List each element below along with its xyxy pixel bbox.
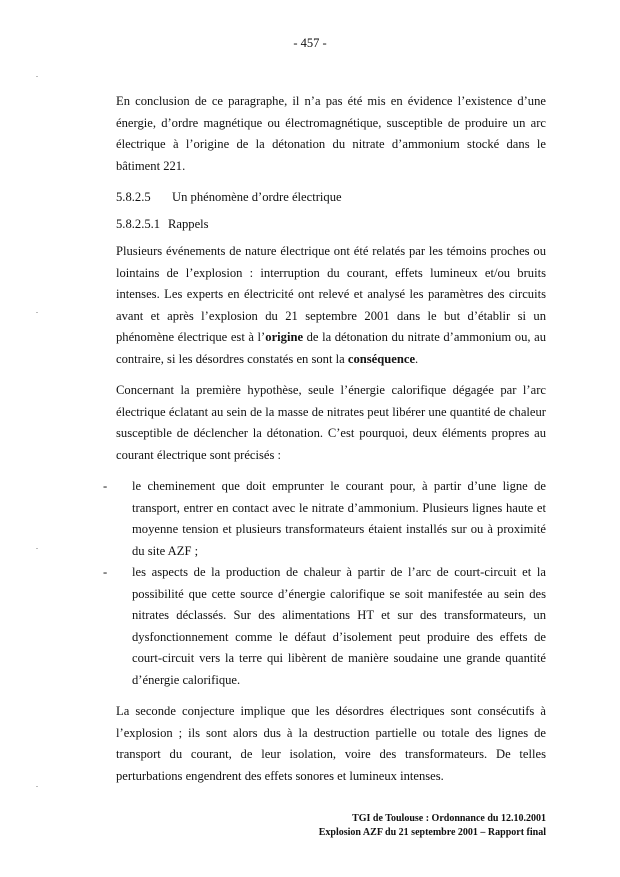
- conclusion-paragraph: En conclusion de ce paragraphe, il n’a pas été mis en évidence l’existence d’une énergie, d’ordre magnétique ou électromagnétique, susceptible de produire un arc électrique à l’origine de la détonation du nitrate d’ammonium stocké dans le bâtiment 221.: [116, 94, 546, 173]
- list-item-text: le cheminement que doit emprunter le courant pour, à partir d’une ligne de transport, entrer en contact avec le nitrate d’ammonium. Plusieurs lignes haute et moyenne tension et plusieurs transformateurs étaient installés sur ou à proximité du site AZF ;: [132, 479, 546, 558]
- section-heading: [116, 187, 546, 209]
- subsection-title: Rappels: [168, 216, 209, 231]
- footer-line-1: TGI de Toulouse : Ordonnance du 12.10.2001: [352, 813, 546, 824]
- events-paragraph: [116, 241, 546, 370]
- list-item-text: les aspects de la production de chaleur à partir de l’arc de court-circuit et la possibilité que cette source d’énergie calorifique se soit manifestée au sein des nitrates déclassés. Sur des alimentations HT et sur des transformateurs, un dysfonctionnement comme le défaut d’isolement peut produire des effets de court-circuit vers la terre qui libèrent de manière soudaine une grande quantité d’énergie calorifique.: [132, 565, 546, 687]
- body-text: [103, 91, 547, 787]
- events-text-part2: de la détonation du nitrate d’ammonium ou, au contraire, si les désordres constatés en sont la: [116, 330, 547, 366]
- hypothesis-paragraph: Concernant la première hypothèse, seule l’énergie calorifique dégagée par l’arc électrique éclatant au sein de la masse de nitrates peut libérer une quantité de chaleur susceptible de déclencher la détonation. C’est pourquoi, deux éléments propres au courant électrique sont précisés :: [116, 383, 546, 462]
- emphasis-origine: origine: [265, 330, 304, 344]
- events-text-part1: Plusieurs événements de nature électrique ont été relatés par les témoins proches ou lointains de l’explosion : interruption du courant, effets lumineux et/ou bruits intenses. Les experts en électricité ont relevé et analysé les paramètres des circuits avant et après l’explosion du 21 septembre 2001 dans le but d’établir si un phénomène électrique est à l’: [116, 244, 546, 344]
- events-text-part3: .: [415, 351, 419, 366]
- subsection-number: 5.8.2.5.1: [116, 216, 161, 231]
- margin-mark: [36, 76, 38, 77]
- margin-mark: [36, 786, 38, 787]
- footer-line-2: Explosion AZF du 21 septembre 2001 – Rapport final: [318, 827, 546, 838]
- emphasis-consequence: conséquence: [347, 351, 416, 366]
- section-title: Un phénomène d’ordre électrique: [172, 190, 342, 204]
- page-footer: [319, 812, 546, 840]
- list-item: [103, 562, 546, 691]
- conjecture-paragraph: La seconde conjecture implique que les désordres électriques sont consécutifs à l’explosion ; ils sont alors dus à la destruction partielle ou totale des lignes de transport du courant, de leur isolation, voire des transformateurs. De telles perturbations engendrent des effets sonores et lumineux intenses.: [116, 704, 546, 783]
- margin-mark: [36, 312, 38, 313]
- subsection-heading: [116, 214, 546, 236]
- bullet-dash: -: [103, 479, 108, 493]
- bullet-dash: -: [103, 565, 108, 579]
- margin-mark: [36, 548, 38, 549]
- page-number: - 457 -: [293, 36, 327, 50]
- list-item: [103, 476, 546, 562]
- bullet-list: [103, 476, 546, 691]
- section-number: 5.8.2.5: [116, 190, 151, 204]
